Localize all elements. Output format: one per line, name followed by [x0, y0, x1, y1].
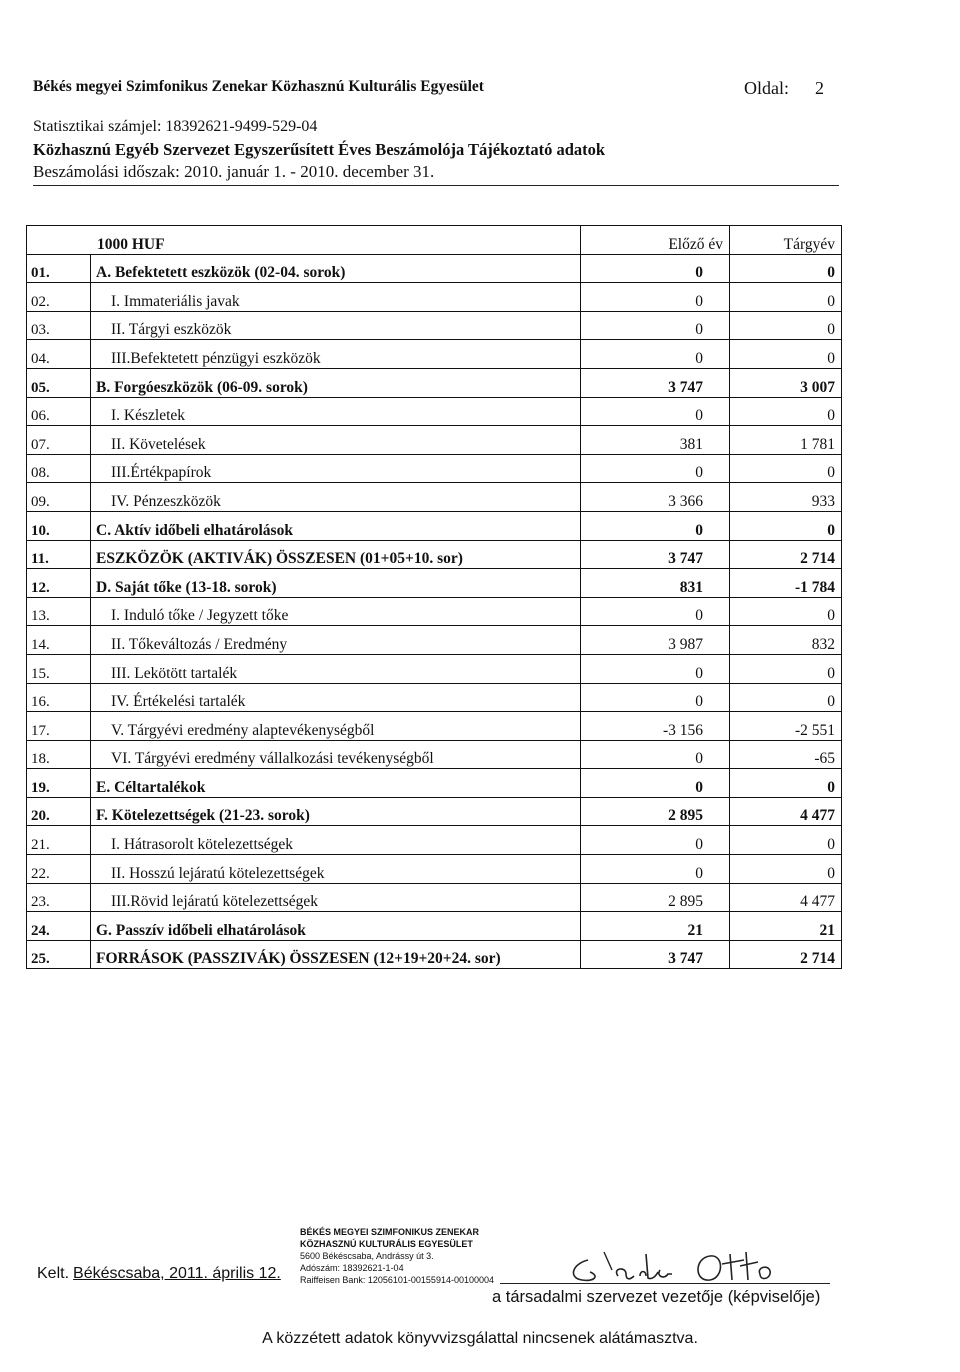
- row-label: II. Hosszú lejáratú kötelezettségek: [91, 855, 581, 884]
- audit-note: A közzétett adatok könyvvizsgálattal nincsenek alátámasztva.: [262, 1330, 698, 1347]
- row-code: 24.: [27, 912, 91, 941]
- row-code: 16.: [27, 683, 91, 712]
- table-row: [27, 254, 842, 283]
- signature-line: [500, 1283, 830, 1284]
- row-prev-year-value: 0: [581, 769, 730, 798]
- row-current-year-value: 0: [730, 683, 842, 712]
- kelt-label: Kelt.: [37, 1265, 70, 1282]
- row-prev-year-value: 3 987: [581, 626, 730, 655]
- row-current-year-value: 2 714: [730, 940, 842, 969]
- row-code: 21.: [27, 826, 91, 855]
- row-code: 08.: [27, 454, 91, 483]
- organization-stamp: [300, 1226, 494, 1286]
- row-label: III. Lekötött tartalék: [91, 654, 581, 683]
- row-code: 13.: [27, 597, 91, 626]
- table-row: [27, 769, 842, 798]
- row-code: 15.: [27, 654, 91, 683]
- current-year-header: Tárgyév: [730, 226, 842, 255]
- table-row: [27, 883, 842, 912]
- row-current-year-value: 0: [730, 511, 842, 540]
- table-row: [27, 397, 842, 426]
- row-current-year-value: 933: [730, 483, 842, 512]
- row-prev-year-value: 0: [581, 826, 730, 855]
- row-label: E. Céltartalékok: [91, 769, 581, 798]
- row-label: II. Tőkeváltozás / Eredmény: [91, 626, 581, 655]
- unit-header: 1000 HUF: [27, 226, 581, 255]
- row-prev-year-value: 831: [581, 569, 730, 598]
- table-row: [27, 712, 842, 741]
- table-row: [27, 626, 842, 655]
- row-code: 22.: [27, 855, 91, 884]
- row-label: I. Immateriális javak: [91, 283, 581, 312]
- row-prev-year-value: 381: [581, 426, 730, 455]
- row-current-year-value: 0: [730, 397, 842, 426]
- stamp-line: Raiffeisen Bank: 12056101-00155914-00100004: [300, 1275, 494, 1285]
- row-code: 23.: [27, 883, 91, 912]
- row-prev-year-value: 0: [581, 311, 730, 340]
- row-current-year-value: 0: [730, 855, 842, 884]
- row-current-year-value: 832: [730, 626, 842, 655]
- row-prev-year-value: 2 895: [581, 883, 730, 912]
- row-label: G. Passzív időbeli elhatárolások: [91, 912, 581, 941]
- row-current-year-value: 3 007: [730, 368, 842, 397]
- row-code: 25.: [27, 940, 91, 969]
- row-prev-year-value: 0: [581, 683, 730, 712]
- row-prev-year-value: 0: [581, 597, 730, 626]
- row-current-year-value: 0: [730, 826, 842, 855]
- table-row: [27, 569, 842, 598]
- row-label: III.Értékpapírok: [91, 454, 581, 483]
- row-label: C. Aktív időbeli elhatárolások: [91, 511, 581, 540]
- row-prev-year-value: 3 747: [581, 540, 730, 569]
- table-header-row: [27, 226, 842, 255]
- table-row: [27, 454, 842, 483]
- row-label: II. Követelések: [91, 426, 581, 455]
- table-row: [27, 483, 842, 512]
- row-prev-year-value: 0: [581, 654, 730, 683]
- row-label: IV. Pénzeszközök: [91, 483, 581, 512]
- row-current-year-value: -2 551: [730, 712, 842, 741]
- row-current-year-value: 0: [730, 254, 842, 283]
- row-prev-year-value: -3 156: [581, 712, 730, 741]
- row-prev-year-value: 0: [581, 397, 730, 426]
- row-label: II. Tárgyi eszközök: [91, 311, 581, 340]
- date-place: [37, 1265, 281, 1283]
- row-prev-year-value: 0: [581, 454, 730, 483]
- table-row: [27, 654, 842, 683]
- row-prev-year-value: 0: [581, 855, 730, 884]
- row-code: 01.: [27, 254, 91, 283]
- row-prev-year-value: 0: [581, 511, 730, 540]
- row-code: 10.: [27, 511, 91, 540]
- balance-sheet-table: [26, 225, 842, 969]
- row-prev-year-value: 0: [581, 254, 730, 283]
- table-row: [27, 740, 842, 769]
- row-code: 11.: [27, 540, 91, 569]
- page-label: Oldal:: [744, 78, 789, 98]
- table-row: [27, 855, 842, 884]
- table-row: [27, 283, 842, 312]
- page-indicator: [744, 78, 824, 99]
- table-row: [27, 683, 842, 712]
- row-code: 12.: [27, 569, 91, 598]
- row-current-year-value: 4 477: [730, 883, 842, 912]
- table-row: [27, 940, 842, 969]
- row-label: IV. Értékelési tartalék: [91, 683, 581, 712]
- row-code: 04.: [27, 340, 91, 369]
- row-code: 03.: [27, 311, 91, 340]
- row-label: III.Befektetett pénzügyi eszközök: [91, 340, 581, 369]
- table-row: [27, 511, 842, 540]
- row-current-year-value: 0: [730, 769, 842, 798]
- header-divider: [33, 185, 839, 186]
- row-code: 06.: [27, 397, 91, 426]
- table-row: [27, 597, 842, 626]
- stamp-line: BÉKÉS MEGYEI SZIMFONIKUS ZENEKAR: [300, 1227, 480, 1237]
- row-code: 19.: [27, 769, 91, 798]
- row-prev-year-value: 0: [581, 340, 730, 369]
- row-prev-year-value: 3 747: [581, 368, 730, 397]
- row-current-year-value: 1 781: [730, 426, 842, 455]
- row-current-year-value: 0: [730, 311, 842, 340]
- row-label: I. Hátrasorolt kötelezettségek: [91, 826, 581, 855]
- reporting-period: Beszámolási időszak: 2010. január 1. - 2010. december 31.: [33, 162, 435, 181]
- row-current-year-value: 0: [730, 283, 842, 312]
- statistical-id: Statisztikai számjel: 18392621-9499-529-04: [33, 118, 318, 135]
- row-current-year-value: 2 714: [730, 540, 842, 569]
- row-label: I. Induló tőke / Jegyzett tőke: [91, 597, 581, 626]
- row-code: 02.: [27, 283, 91, 312]
- kelt-place-date: Békéscsaba, 2011. április 12.: [73, 1265, 281, 1282]
- row-label: III.Rövid lejáratú kötelezettségek: [91, 883, 581, 912]
- row-prev-year-value: 0: [581, 283, 730, 312]
- row-current-year-value: 21: [730, 912, 842, 941]
- row-label: V. Tárgyévi eredmény alaptevékenységből: [91, 712, 581, 741]
- row-prev-year-value: 0: [581, 740, 730, 769]
- table-row: [27, 311, 842, 340]
- report-title: Közhasznú Egyéb Szervezet Egyszerűsített Éves Beszámolója Tájékoztató adatok: [33, 140, 606, 159]
- row-current-year-value: 0: [730, 597, 842, 626]
- row-code: 18.: [27, 740, 91, 769]
- row-prev-year-value: 3 366: [581, 483, 730, 512]
- table-row: [27, 540, 842, 569]
- row-code: 09.: [27, 483, 91, 512]
- row-prev-year-value: 2 895: [581, 797, 730, 826]
- row-label: D. Saját tőke (13-18. sorok): [91, 569, 581, 598]
- row-prev-year-value: 3 747: [581, 940, 730, 969]
- organization-name: Békés megyei Szimfonikus Zenekar Közhasznú Kulturális Egyesület: [33, 78, 484, 95]
- representative-label: a társadalmi szervezet vezetője (képviselője): [492, 1288, 821, 1306]
- row-label: F. Kötelezettségek (21-23. sorok): [91, 797, 581, 826]
- row-current-year-value: 0: [730, 654, 842, 683]
- table-row: [27, 426, 842, 455]
- table-row: [27, 797, 842, 826]
- stamp-line: 5600 Békéscsaba, Andrássy út 3.: [300, 1251, 434, 1261]
- row-label: ESZKÖZÖK (AKTIVÁK) ÖSSZESEN (01+05+10. sor): [91, 540, 581, 569]
- stamp-line: KÖZHASZNÚ KULTURÁLIS EGYESÜLET: [300, 1239, 473, 1249]
- prev-year-header: Előző év: [581, 226, 730, 255]
- handwritten-signature-icon: [560, 1240, 820, 1288]
- table-row: [27, 368, 842, 397]
- row-label: VI. Tárgyévi eredmény vállalkozási tevékenységből: [91, 740, 581, 769]
- page-number: 2: [815, 78, 824, 98]
- table-row: [27, 912, 842, 941]
- row-label: B. Forgóeszközök (06-09. sorok): [91, 368, 581, 397]
- table-row: [27, 826, 842, 855]
- row-code: 14.: [27, 626, 91, 655]
- row-code: 07.: [27, 426, 91, 455]
- row-code: 20.: [27, 797, 91, 826]
- row-code: 05.: [27, 368, 91, 397]
- row-code: 17.: [27, 712, 91, 741]
- stamp-line: Adószám: 18392621-1-04: [300, 1263, 404, 1273]
- row-label: FORRÁSOK (PASSZIVÁK) ÖSSZESEN (12+19+20+24. sor): [91, 940, 581, 969]
- signature: [560, 1240, 820, 1293]
- row-label: A. Befektetett eszközök (02-04. sorok): [91, 254, 581, 283]
- row-label: I. Készletek: [91, 397, 581, 426]
- row-current-year-value: 4 477: [730, 797, 842, 826]
- row-current-year-value: -65: [730, 740, 842, 769]
- row-prev-year-value: 21: [581, 912, 730, 941]
- table-row: [27, 340, 842, 369]
- row-current-year-value: 0: [730, 454, 842, 483]
- row-current-year-value: 0: [730, 340, 842, 369]
- row-current-year-value: -1 784: [730, 569, 842, 598]
